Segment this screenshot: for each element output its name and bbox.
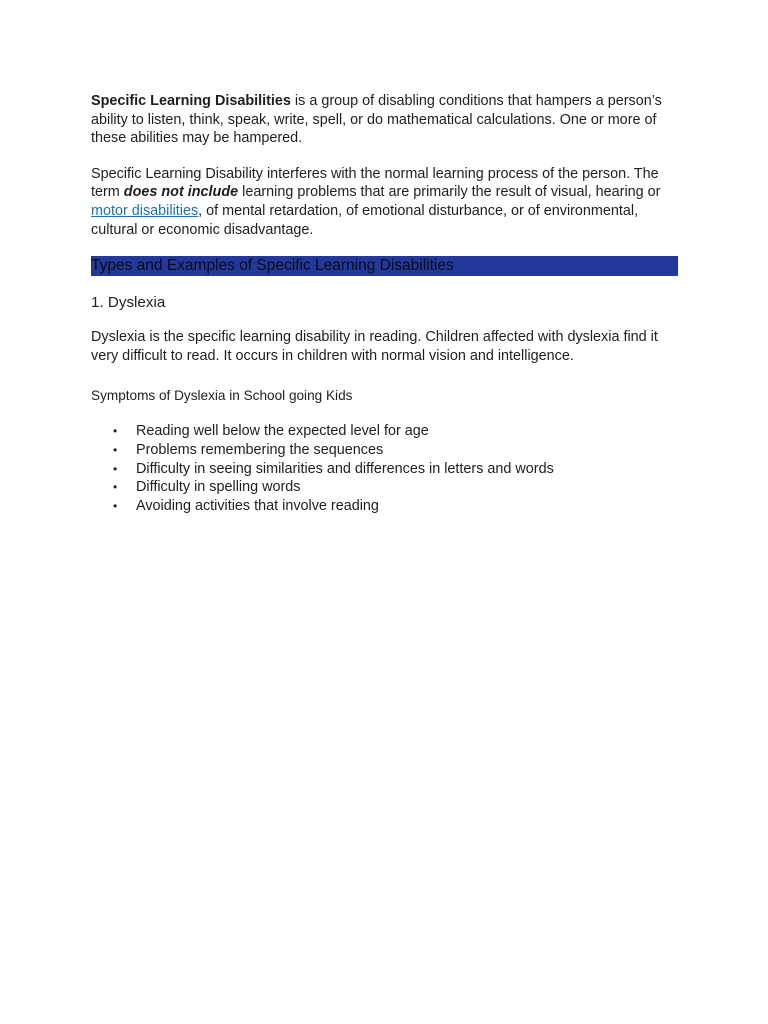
bullet-icon: • <box>113 480 118 495</box>
symptoms-title: Symptoms of Dyslexia in School going Kids <box>91 388 353 404</box>
symptom-text: Avoiding activities that involve reading <box>136 497 379 514</box>
intro-term: Specific Learning Disabilities <box>91 93 291 109</box>
dyslexia-description: Dyslexia is the specific learning disability in reading. Children affected with dyslexia find it very difficult to read. It occurs in children with normal vision and intelligence. <box>91 329 658 364</box>
symptom-item <box>91 497 681 516</box>
document-content <box>91 92 681 515</box>
symptom-text: Problems remembering the sequences <box>136 441 384 458</box>
definition-emphasis: does not include <box>123 184 239 201</box>
symptom-item <box>91 478 681 497</box>
bullet-icon: • <box>113 498 118 513</box>
motor-disabilities-link[interactable]: motor disabilities <box>91 202 199 219</box>
definition-text-1: Specific Learning Disability interferes with the normal learning process of the person. The term <box>91 165 659 201</box>
definition-text-3: , of mental retardation, of emotional disturbance, or of environmental, cultural or economic disadvantage. <box>91 202 639 238</box>
symptom-text: Reading well below the expected level for age <box>136 423 429 440</box>
symptoms-list <box>91 422 681 515</box>
section-heading-types: Types and Examples of Specific Learning Disabilities <box>91 256 678 276</box>
bullet-icon: • <box>113 424 118 439</box>
symptom-text: Difficulty in seeing similarities and differences in letters and words <box>136 460 554 477</box>
bullet-icon: • <box>113 442 118 457</box>
symptom-text: Difficulty in spelling words <box>136 479 301 496</box>
intro-paragraph <box>91 92 681 148</box>
symptom-item <box>91 460 681 479</box>
symptom-item <box>91 441 681 460</box>
intro-text: is a group of disabling conditions that hampers a person’s ability to listen, think, speak, write, spell, or do mathematical calculations. One or more of these abilities may be hampered. <box>91 93 662 147</box>
dyslexia-heading: 1. Dyslexia <box>91 294 166 312</box>
definition-paragraph <box>91 165 681 239</box>
symptom-item <box>91 422 681 441</box>
definition-text-2: learning problems that are primarily the result of visual, hearing or <box>238 184 661 201</box>
bullet-icon: • <box>113 461 118 476</box>
